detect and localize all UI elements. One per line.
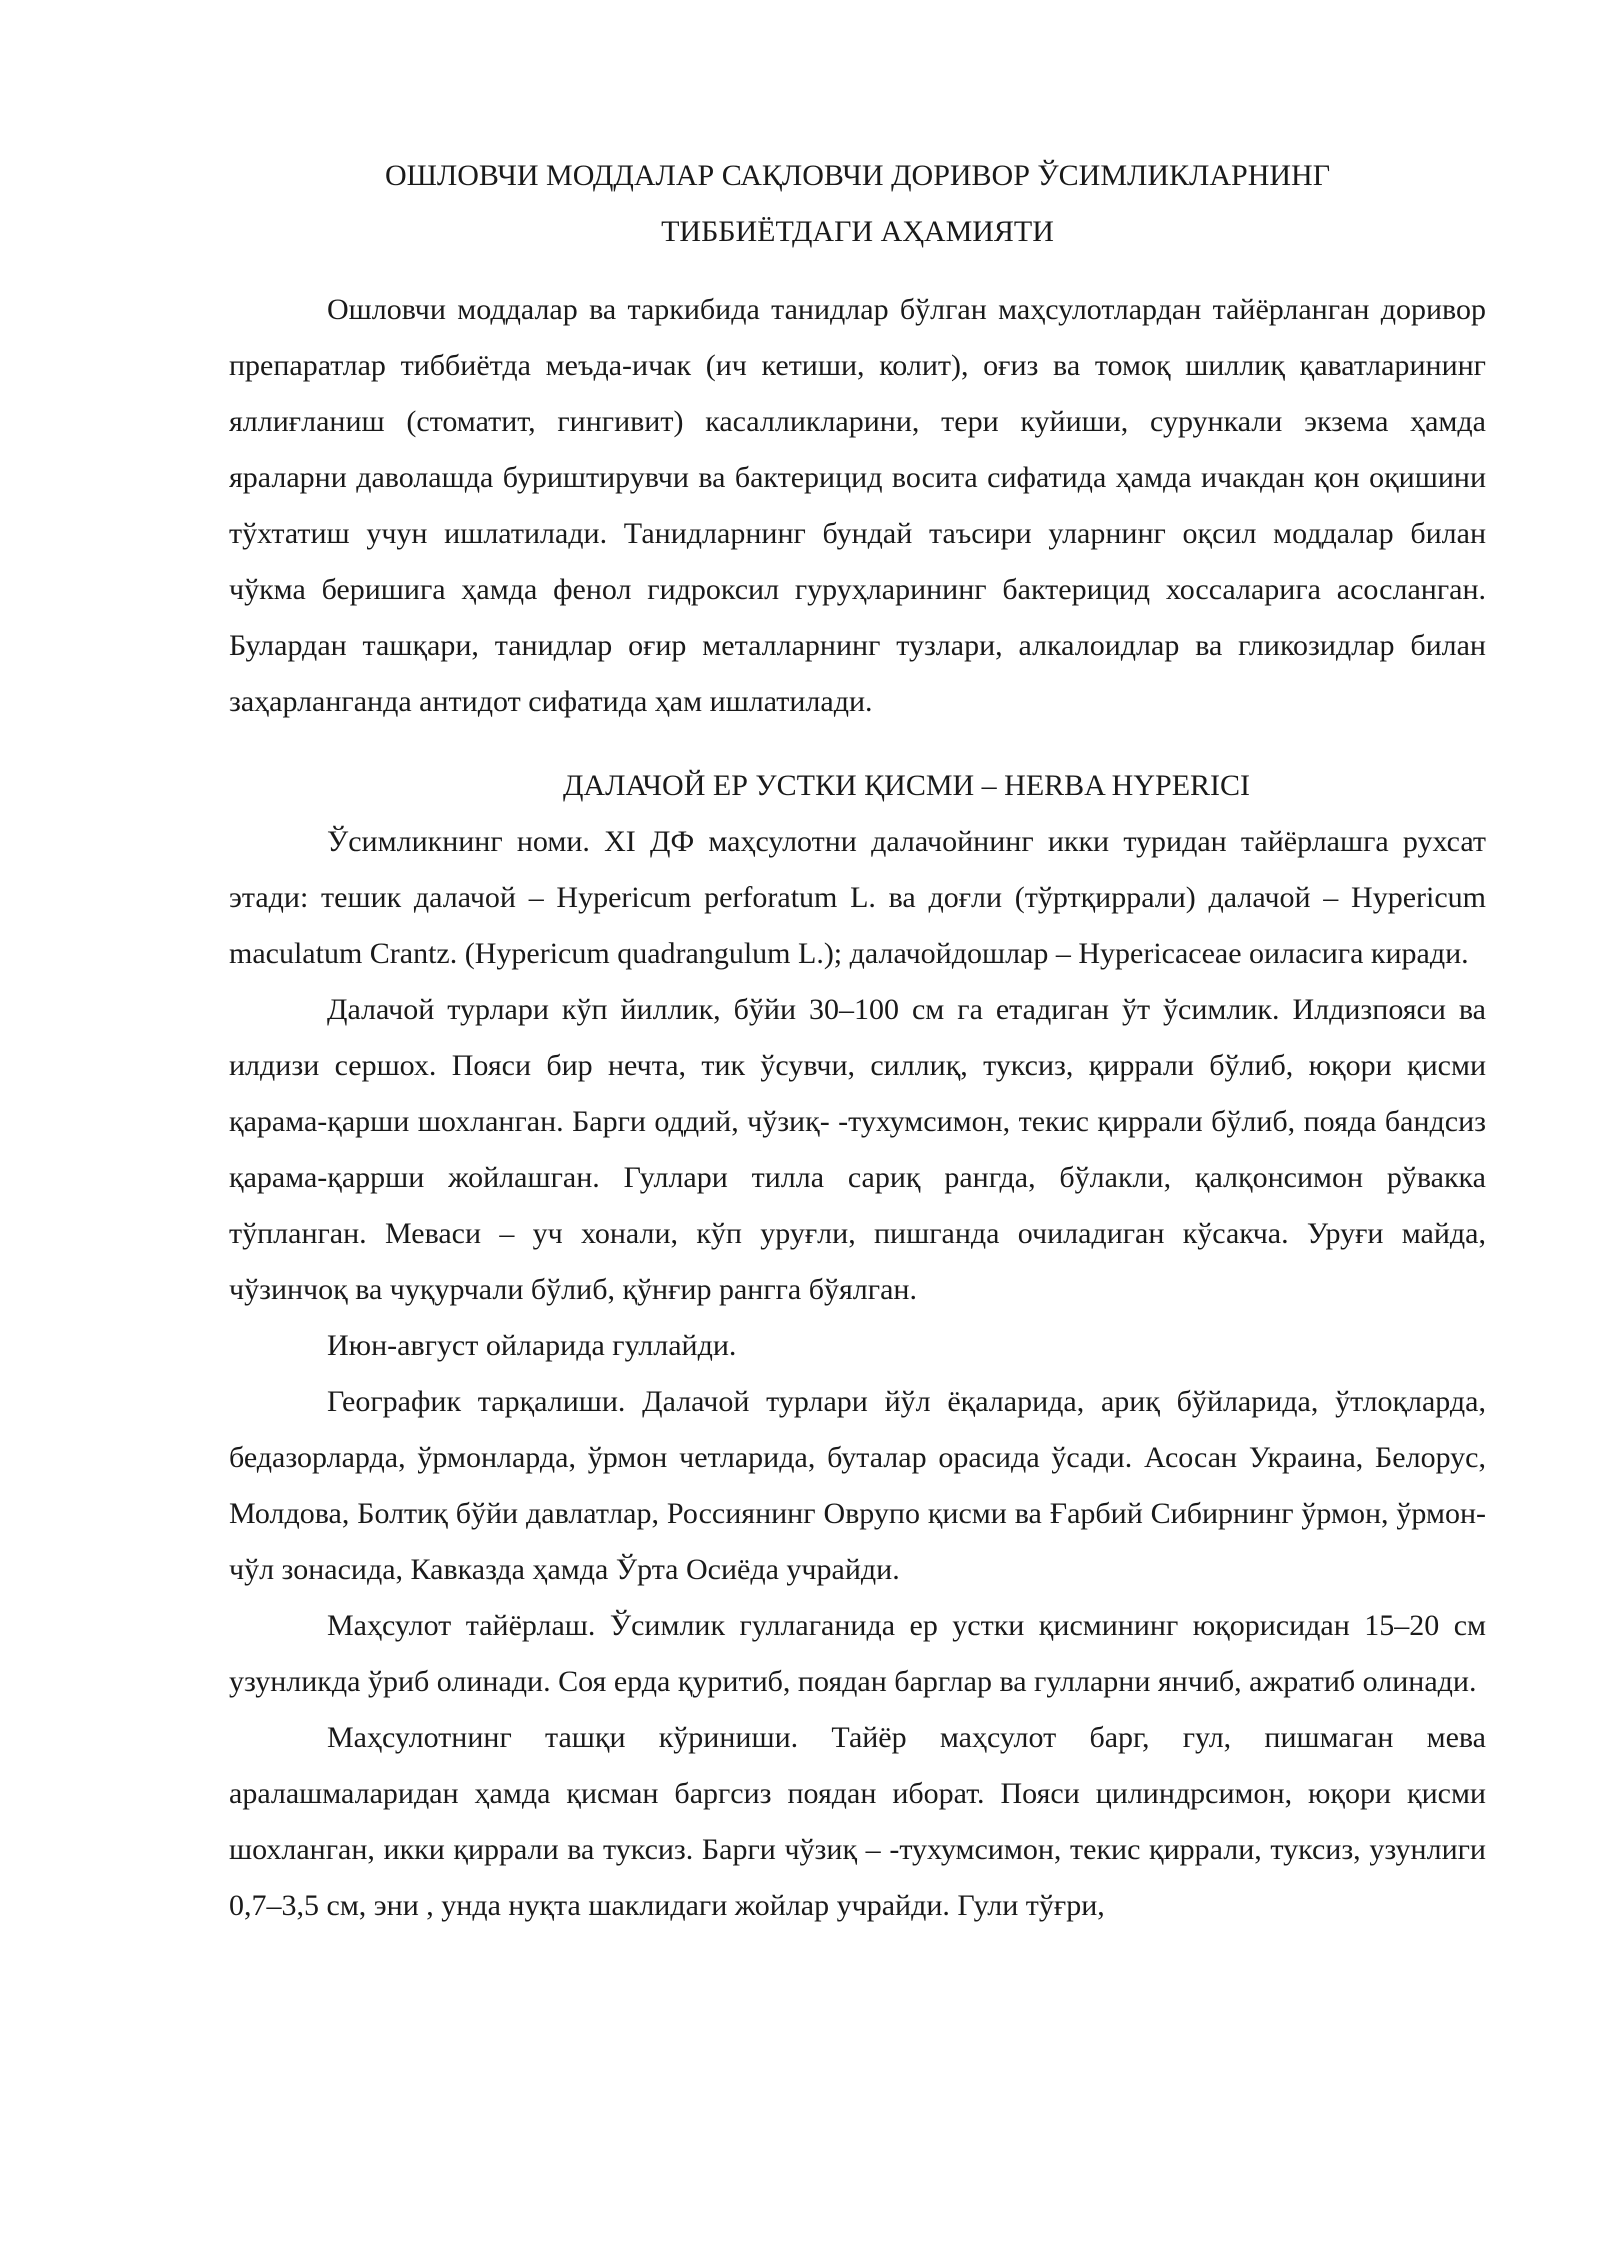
title-line-2: ТИББИЁТДАГИ АҲАМИЯТИ xyxy=(661,215,1054,248)
title-line-1: ОШЛОВЧИ МОДДАЛАР САҚЛОВЧИ ДОРИВОР ЎСИМЛИКЛАРНИНГ xyxy=(384,159,1331,192)
flowering-paragraph: Июн-август ойларида гуллайди. xyxy=(327,1329,737,1362)
harvesting-paragraph: Маҳсулот тайёрлаш. Ўсимлик гуллаганида ер устки қисмининг юқорисидан 15–20 см узунликда ўриб олинади. Соя ерда қуритиб, поядан барглар ва гулларни янчиб, ажратиб олинади. xyxy=(229,1609,1486,1698)
document-title xyxy=(229,148,1486,260)
document-page xyxy=(229,148,1486,1934)
intro-paragraph: Ошловчи моддалар ва таркибида танидлар бўлган маҳсулотлардан тайёрланган доривор препаратлар тиббиётда меъда-ичак (ич кетиши, колит), оғиз ва томоқ шиллиқ қаватларининг яллиғланиш (стоматит, гингивит) касалликларини, тери куйиши, сурункали экзема ҳамда яраларни даволашда буриштирувчи ва бактерицид восита сифатида ҳамда ичакдан қон оқишини тўхтатиш учун ишлатилади. Танидларнинг бундай таъсири уларнинг оқсил моддалар билан чўкма беришига ҳамда фенол гидроксил гуруҳларининг бактерицид хоссаларига асосланган. Булардан ташқари, танидлар оғир металларнинг тузлари, алкалоидлар ва гликозидлар билан заҳарланганда антидот сифатида ҳам ишлатилади. xyxy=(229,293,1486,718)
description-paragraph: Далачой турлари кўп йиллик, бўйи 30–100 см га етадиган ўт ўсимлик. Илдизпояси ва илдизи сершох. Пояси бир нечта, тик ўсувчи, силлиқ, туксиз, қиррали бўлиб, юқори қисми қарама-қарши шохланган. Барги оддий, чўзиқ- -тухумсимон, текис қиррали бўлиб, пояда бандсиз қарама-қаррши жойлашган. Гуллари тилла сариқ рангда, бўлакли, қалқонсимон рўвакка тўпланган. Меваси – уч хонали, кўп уруғли, пишганда очиладиган кўсакча. Уруғи майда, чўзинчоқ ва чуқурчали бўлиб, қўнғир рангга бўялган. xyxy=(229,993,1486,1306)
plant-name-paragraph: Ўсимликнинг номи. XI ДФ маҳсулотни далачойнинг икки туридан тайёрлашга рухсат этади: тешик далачой – Hypericum perforatum L. ва доғли (тўртқиррали) далачой – Hypericum maculatum Crantz. (Hypericum quadrangulum L.); далачойдошлар – Hypericaceae оиласига киради. xyxy=(229,825,1486,970)
appearance-paragraph: Маҳсулотнинг ташқи кўриниши. Тайёр маҳсулот барг, гул, пишмаган мева аралашмаларидан ҳамда қисман баргсиз поядан иборат. Пояси цилиндрсимон, юқори қисми шохланган, икки қиррали ва туксиз. Барги чўзиқ – -тухумсимон, текис қиррали, туксиз, узунлиги 0,7–3,5 см, эни , унда нуқта шаклидаги жойлар учрайди. Гули тўғри, xyxy=(229,1721,1486,1922)
distribution-paragraph: Географик тарқалиши. Далачой турлари йўл ёқаларида, ариқ бўйларида, ўтлоқларда, бедазорларда, ўрмонларда, ўрмон четларида, буталар орасида ўсади. Асосан Украина, Белорус, Молдова, Болтиқ бўйи давлатлар, Россиянинг Оврупо қисми ва Ғарбий Сибирнинг ўрмон, ўрмон-чўл зонасида, Кавказда ҳамда Ўрта Осиёда учрайди. xyxy=(229,1385,1486,1586)
section-heading: ДАЛАЧОЙ ЕР УСТКИ ҚИСМИ – HERBA HYPERICI xyxy=(562,769,1251,802)
